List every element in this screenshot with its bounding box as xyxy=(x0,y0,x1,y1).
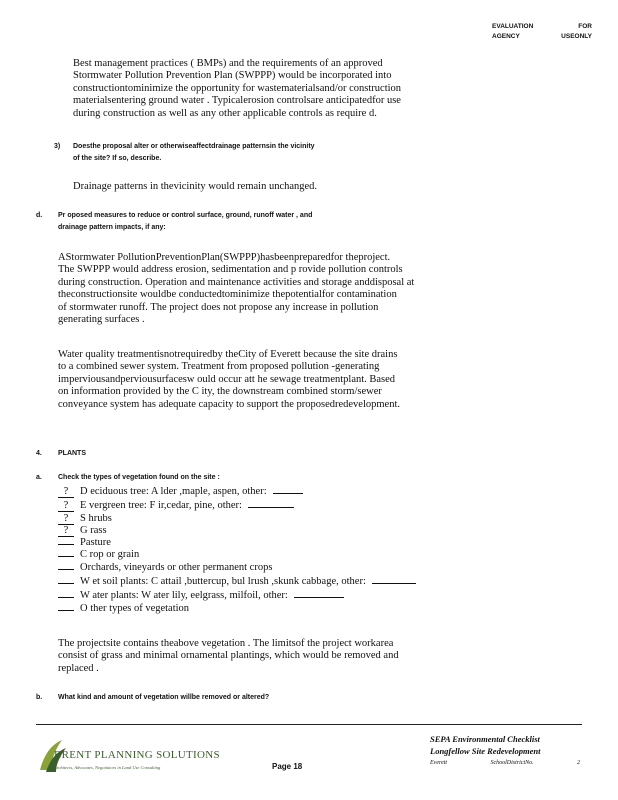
vegetation-label: O ther types of vegetation xyxy=(80,602,190,614)
footer-checklist-info xyxy=(430,733,580,769)
vegetation-item xyxy=(58,562,416,574)
logo-tagline: Architects, Advocates, Negotiators in Land Use Consulting xyxy=(54,765,161,770)
intro-line: materialsentering ground water . Typicalerosion controlsare anticipatedfor use xyxy=(73,95,401,107)
checkbox-mark[interactable] xyxy=(58,569,74,570)
vegetation-label: G rass xyxy=(80,524,107,536)
checkbox-mark[interactable] xyxy=(58,597,74,598)
district-label: SchoolDistrictNo. xyxy=(490,760,534,766)
other-blank-field[interactable] xyxy=(294,588,344,598)
question-line: Pr oposed measures to reduce or control surface, ground, runoff water , and xyxy=(58,212,313,219)
checkbox-mark[interactable]: ? xyxy=(58,501,74,512)
checkbox-mark[interactable] xyxy=(58,556,74,557)
answer-line: The projectsite contains theabove vegetation . The limitsof the project workarea xyxy=(58,638,394,649)
other-blank-field[interactable] xyxy=(372,574,416,584)
school-district xyxy=(430,757,580,769)
question-a-answer xyxy=(58,638,478,675)
vegetation-item xyxy=(58,513,416,525)
header-for: FOR xyxy=(578,23,592,30)
answer-line: during construction. Operation and maintenance activities and storage anddisposal at xyxy=(58,276,415,288)
district-city: Everett xyxy=(430,760,448,766)
logo-text: BRENT PLANNING SOLUTIONS xyxy=(54,749,220,761)
intro-line: during construction as well as any other applicable controls as require d. xyxy=(73,107,377,119)
header-agency: AGENCY xyxy=(492,33,520,40)
vegetation-label: W et soil plants: C attail ,buttercup, bul lrush ,skunk cabbage, other: xyxy=(80,576,366,588)
question-line: of the site? If so, describe. xyxy=(73,155,162,162)
vegetation-checklist xyxy=(58,484,416,615)
answer-line: on information provided by the C ity, the downstream combined storm/sewer xyxy=(58,386,382,398)
checklist-project: Longfellow Site Redevelopment xyxy=(430,746,541,756)
header-use-only: USEONLY xyxy=(561,33,592,40)
answer-line: Water quality treatmentisnotrequiredby theCity of Everett because the site drains xyxy=(58,349,398,360)
answer-line: conveyance system has adequate capacity to support the proposedredevelopment. xyxy=(58,398,401,410)
answer-line: theconstructionsite wouldbe conductedtominimize thepotentialfor contamination xyxy=(58,289,397,301)
vegetation-item xyxy=(58,525,416,537)
question-3-text xyxy=(73,141,463,165)
vegetation-item xyxy=(58,537,416,549)
question-a-text: Check the types of vegetation found on the site : xyxy=(58,474,220,481)
other-blank-field[interactable] xyxy=(248,498,294,508)
question-3-number: 3) xyxy=(54,143,61,150)
vegetation-label: E vergreen tree: F ir,cedar, pine, other: xyxy=(80,500,242,512)
checkbox-mark[interactable] xyxy=(58,583,74,584)
vegetation-label: W ater plants: W ater lily, eelgrass, milfoil, other: xyxy=(80,590,288,602)
answer-line: AStormwater PollutionPreventionPlan(SWPPP)hasbeenpreparedfor theproject. xyxy=(58,252,391,263)
answer-line: of stormwater runoff. The project does not propose any increase in pollution xyxy=(58,301,379,313)
checkbox-mark[interactable]: ? xyxy=(58,487,74,498)
question-line: drainage pattern impacts, if any: xyxy=(58,224,166,231)
intro-paragraph xyxy=(73,58,473,120)
checkbox-mark[interactable]: ? xyxy=(58,514,74,525)
agency-use-header xyxy=(492,22,592,42)
answer-line: The SWPPP would address erosion, sedimentation and p rovide pollution controls xyxy=(58,264,403,276)
checkbox-mark[interactable]: ? xyxy=(58,526,74,537)
answer-line: consist of grass and minimal ornamental plantings, which would be removed and xyxy=(58,650,399,662)
vegetation-item xyxy=(58,603,416,615)
section-4-title: PLANTS xyxy=(58,450,86,457)
footer-divider xyxy=(36,724,582,725)
checklist-title: SEPA Environmental Checklist xyxy=(430,734,540,744)
answer-line: replaced . xyxy=(58,662,99,674)
vegetation-label: S hrubs xyxy=(80,512,112,524)
vegetation-label: D eciduous tree: A lder ,maple, aspen, other: xyxy=(80,486,267,497)
question-b-text: What kind and amount of vegetation willbe removed or altered? xyxy=(58,694,270,701)
other-blank-field[interactable] xyxy=(273,484,303,494)
vegetation-item xyxy=(58,498,416,512)
intro-line: Stormwater Pollution Prevention Plan (SWPPP) would be incorporated into xyxy=(73,70,392,82)
question-line: Doesthe proposal alter or otherwiseaffectdrainage patternsin the vicinity xyxy=(73,143,315,150)
vegetation-item xyxy=(58,588,416,602)
intro-line: Best management practices ( BMPs) and the requirements of an approved xyxy=(73,58,383,69)
header-evaluation: EVALUATION xyxy=(492,23,534,30)
intro-line: constructiontominimize the opportunity for wastematerialsand/or construction xyxy=(73,82,402,94)
question-a-number: a. xyxy=(36,474,42,481)
answer-line: imperviousandperviousurfacesw ould occur att he sewage treatmentplant. Based xyxy=(58,373,396,385)
question-3-answer: Drainage patterns in thevicinity would remain unchanged. xyxy=(73,181,318,192)
section-4-number: 4. xyxy=(36,450,42,457)
answer-line: to a combined sewer system. Treatment from proposed pollution -generating xyxy=(58,361,380,373)
vegetation-label: Orchards, vineyards or other permanent crops xyxy=(80,561,273,573)
question-d-number: d. xyxy=(36,212,43,219)
vegetation-item xyxy=(58,574,416,588)
answer-line: generating surfaces . xyxy=(58,314,145,326)
district-number: 2 xyxy=(577,760,580,766)
question-d-answer-2 xyxy=(58,349,478,411)
question-b-number: b. xyxy=(36,694,43,701)
vegetation-label: Pasture xyxy=(80,537,111,549)
page-number: Page 18 xyxy=(272,762,303,771)
checkbox-mark[interactable] xyxy=(58,544,74,545)
question-d-text xyxy=(58,210,468,234)
question-d-answer-1 xyxy=(58,252,478,326)
vegetation-item xyxy=(58,484,416,498)
vegetation-label: C rop or grain xyxy=(80,549,140,561)
vegetation-item xyxy=(58,549,416,561)
checkbox-mark[interactable] xyxy=(58,610,74,611)
